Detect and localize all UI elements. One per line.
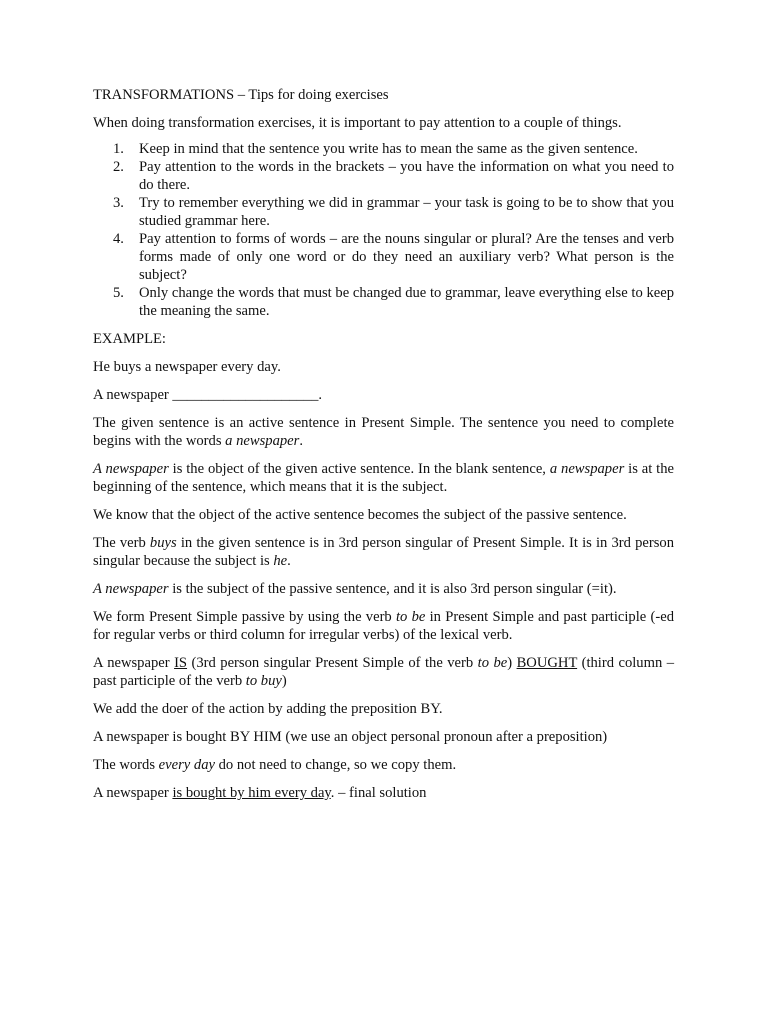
list-item-text: Try to remember everything we did in grammar – your task is going to be to show that you studied grammar here. xyxy=(139,195,674,229)
list-item-text: Keep in mind that the sentence you write has to mean the same as the given sentence. xyxy=(139,141,638,157)
underlined-text: is bought by him every day xyxy=(172,785,331,801)
list-item xyxy=(93,230,674,284)
text-run: We form Present Simple passive by using the verb xyxy=(93,609,396,625)
text-run: ) xyxy=(507,655,517,671)
italic-text: to buy xyxy=(245,673,282,689)
document-title: TRANSFORMATIONS – Tips for doing exercises xyxy=(93,87,389,103)
list-item xyxy=(93,194,674,230)
list-item xyxy=(93,158,674,194)
text-run: . xyxy=(299,433,303,449)
text-run: is the object of the given active sentence. In the blank sentence, xyxy=(168,461,550,477)
text-run: . xyxy=(287,553,291,569)
explanation-paragraph-9: A newspaper is bought BY HIM (we use an object personal pronoun after a preposition) xyxy=(93,729,608,745)
list-item xyxy=(93,284,674,320)
text-run: A newspaper xyxy=(93,655,175,671)
list-item-text: Pay attention to forms of words – are the nouns singular or plural? Are the tenses and verb forms made of only one word or do they need an auxiliary verb? What person is the subject? xyxy=(139,231,674,283)
list-number: 4. xyxy=(113,231,124,247)
explanation-paragraph-4 xyxy=(93,534,674,570)
text-run: ) xyxy=(281,673,287,689)
text-run: is the subject of the passive sentence, and it is also 3rd person singular (=it). xyxy=(168,581,617,597)
list-item-text: Pay attention to the words in the brackets – you have the information on what you need to do there. xyxy=(139,159,674,193)
italic-text: to be xyxy=(395,609,426,625)
document-page xyxy=(93,86,674,812)
explanation-paragraph-10 xyxy=(93,756,674,774)
blank-sentence: A newspaper ____________________. xyxy=(93,387,323,403)
list-number: 1. xyxy=(113,141,124,157)
italic-text: to be xyxy=(477,655,508,671)
example-heading: EXAMPLE: xyxy=(93,331,166,347)
underlined-text: IS xyxy=(174,655,188,671)
italic-text: he xyxy=(273,553,288,569)
underlined-text: BOUGHT xyxy=(516,655,578,671)
text-run: The verb xyxy=(93,535,150,551)
text-run: in Present Simple and past participle (-ed for regular verbs or third column for irregular verbs) of the lexical verb. xyxy=(93,609,674,643)
text-run: in the given sentence is in 3rd person singular of Present Simple. It is in 3rd person singular because the subject is xyxy=(93,535,674,569)
italic-text: A newspaper xyxy=(93,581,169,597)
explanation-paragraph-2 xyxy=(93,460,674,496)
text-run: do not need to change, so we copy them. xyxy=(214,757,457,773)
explanation-paragraph-8: We add the doer of the action by adding the preposition BY. xyxy=(93,701,443,717)
list-item xyxy=(93,140,674,158)
list-item-text: Only change the words that must be changed due to grammar, leave everything else to keep the meaning the same. xyxy=(139,285,674,319)
text-run: The given sentence is an active sentence in Present Simple. The sentence you need to complete begins with the words xyxy=(93,415,674,449)
explanation-paragraph-1 xyxy=(93,414,674,450)
explanation-paragraph-7 xyxy=(93,654,674,690)
text-run: A newspaper xyxy=(93,785,173,801)
italic-text: a newspaper xyxy=(549,461,625,477)
explanation-paragraph-5 xyxy=(93,580,674,598)
list-number: 3. xyxy=(113,195,124,211)
tips-list xyxy=(93,140,674,320)
given-sentence: He buys a newspaper every day. xyxy=(93,359,281,375)
list-number: 5. xyxy=(113,285,124,301)
text-run: (3rd person singular Present Simple of the verb xyxy=(187,655,478,671)
explanation-paragraph-6 xyxy=(93,608,674,644)
italic-text: A newspaper xyxy=(93,461,169,477)
text-run: is at the beginning of the sentence, which means that it is the subject. xyxy=(93,461,674,495)
text-run: (third column – past participle of the verb xyxy=(93,655,674,689)
text-run: . – final solution xyxy=(330,785,427,801)
italic-text: every day xyxy=(158,757,215,773)
intro-paragraph: When doing transformation exercises, it is important to pay attention to a couple of things. xyxy=(93,115,622,131)
italic-text: buys xyxy=(149,535,177,551)
final-solution xyxy=(93,784,674,802)
italic-text: a newspaper xyxy=(225,433,300,449)
explanation-paragraph-3: We know that the object of the active sentence becomes the subject of the passive sentence. xyxy=(93,507,627,523)
text-run: The words xyxy=(93,757,159,773)
list-number: 2. xyxy=(113,159,124,175)
